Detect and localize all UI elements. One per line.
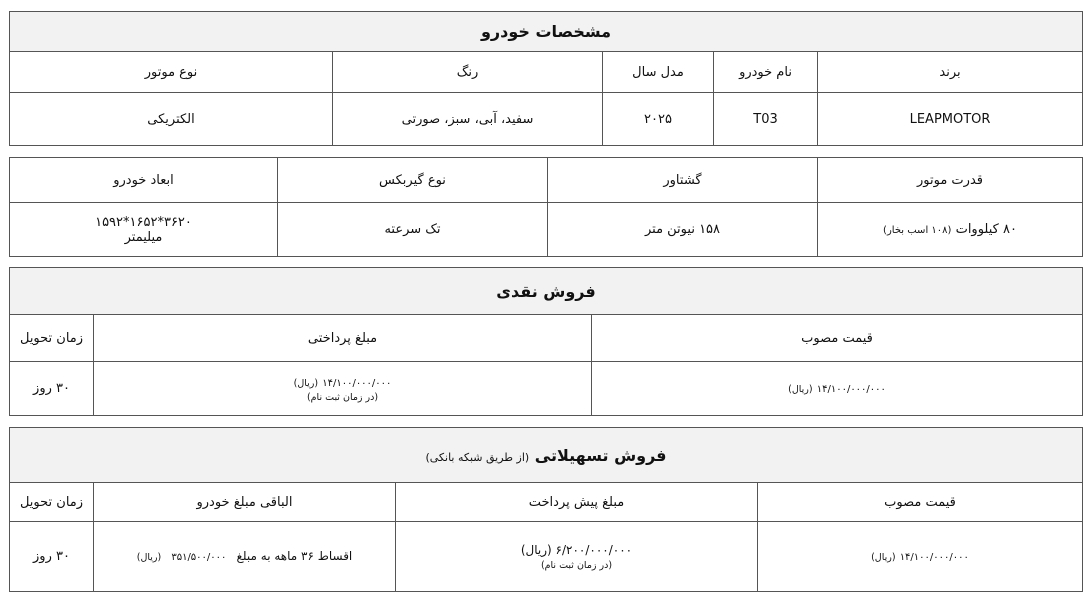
value-power	[818, 203, 1083, 257]
value-torque: ۱۵۸ نیوتن متر	[548, 203, 818, 257]
cash-title: فروش نقدی	[10, 268, 1083, 315]
facility-value-remainder	[94, 522, 396, 592]
value-brand: LEAPMOTOR	[818, 93, 1083, 146]
cash-price-unit: (ریال)	[788, 384, 813, 395]
facility-price-amount: ۱۴/۱۰۰/۰۰۰/۰۰۰	[899, 552, 969, 563]
facility-remainder-amount: ۳۵۱/۵۰۰/۰۰۰	[171, 552, 227, 563]
power-main: ۸۰ کیلووات	[955, 222, 1017, 237]
value-engine-type: الکتریکی	[10, 93, 333, 146]
header-gearbox: نوع گیربکس	[278, 158, 548, 203]
header-model-year: مدل سال	[603, 52, 714, 93]
cash-header-payment: مبلغ پرداختی	[94, 315, 592, 362]
cash-value-payment	[94, 362, 592, 416]
value-gearbox: تک سرعته	[278, 203, 548, 257]
facility-sale-table	[9, 427, 1083, 592]
facility-price-unit: (ریال)	[871, 552, 896, 563]
cash-payment-amount: ۱۴/۱۰۰/۰۰۰/۰۰۰	[322, 377, 392, 389]
header-color: رنگ	[333, 52, 603, 93]
performance-table	[9, 157, 1083, 257]
specs-title: مشخصات خودرو	[10, 12, 1083, 52]
dimensions-value: ۳۶۲۰*۱۶۵۲*۱۵۹۲	[95, 214, 192, 230]
cash-value-delivery: ۳۰ روز	[10, 362, 94, 416]
facility-title-cell	[10, 428, 1083, 483]
facility-value-delivery: ۳۰ روز	[10, 522, 94, 592]
header-power: قدرت موتور	[818, 158, 1083, 203]
facility-remainder-unit: (ریال)	[136, 552, 162, 563]
facility-value-prepayment	[396, 522, 758, 592]
cash-payment-unit: (ریال)	[293, 377, 319, 389]
facility-remainder-text: اقساط ۳۶ ماهه به مبلغ	[236, 549, 353, 563]
header-brand: برند	[818, 52, 1083, 93]
value-car-name: T03	[714, 93, 818, 146]
facility-header-prepayment: مبلغ پیش پرداخت	[396, 483, 758, 522]
facility-title: فروش تسهیلاتی	[534, 445, 667, 465]
power-note: (۱۰۸ اسب بخار)	[883, 225, 952, 236]
header-torque: گشتاور	[548, 158, 818, 203]
header-engine-type: نوع موتور	[10, 52, 333, 93]
cash-header-price: قیمت مصوب	[592, 315, 1083, 362]
value-color: سفید، آبی، سبز، صورتی	[333, 93, 603, 146]
facility-header-remainder: الباقی مبلغ خودرو	[94, 483, 396, 522]
cash-sale-table	[9, 267, 1083, 416]
facility-prepayment-amount: ۶/۲۰۰/۰۰۰/۰۰۰ (ریال)	[520, 542, 633, 557]
facility-title-note: (از طریق شبکه بانکی)	[425, 450, 530, 464]
specs-table	[9, 11, 1083, 146]
cash-payment-note: (در زمان ثبت نام)	[306, 391, 379, 403]
facility-value-price	[758, 522, 1083, 592]
cash-price-amount: ۱۴/۱۰۰/۰۰۰/۰۰۰	[816, 384, 886, 395]
value-model-year: ۲۰۲۵	[603, 93, 714, 146]
facility-header-price: قیمت مصوب	[758, 483, 1083, 522]
cash-value-price	[592, 362, 1083, 416]
header-dimensions: ابعاد خودرو	[10, 158, 278, 203]
facility-prepayment-note: (در زمان ثبت نام)	[540, 559, 613, 571]
facility-header-delivery: زمان تحویل	[10, 483, 94, 522]
value-dimensions	[10, 203, 278, 257]
header-car-name: نام خودرو	[714, 52, 818, 93]
dimensions-unit: میلیمتر	[124, 229, 163, 245]
cash-header-delivery: زمان تحویل	[10, 315, 94, 362]
